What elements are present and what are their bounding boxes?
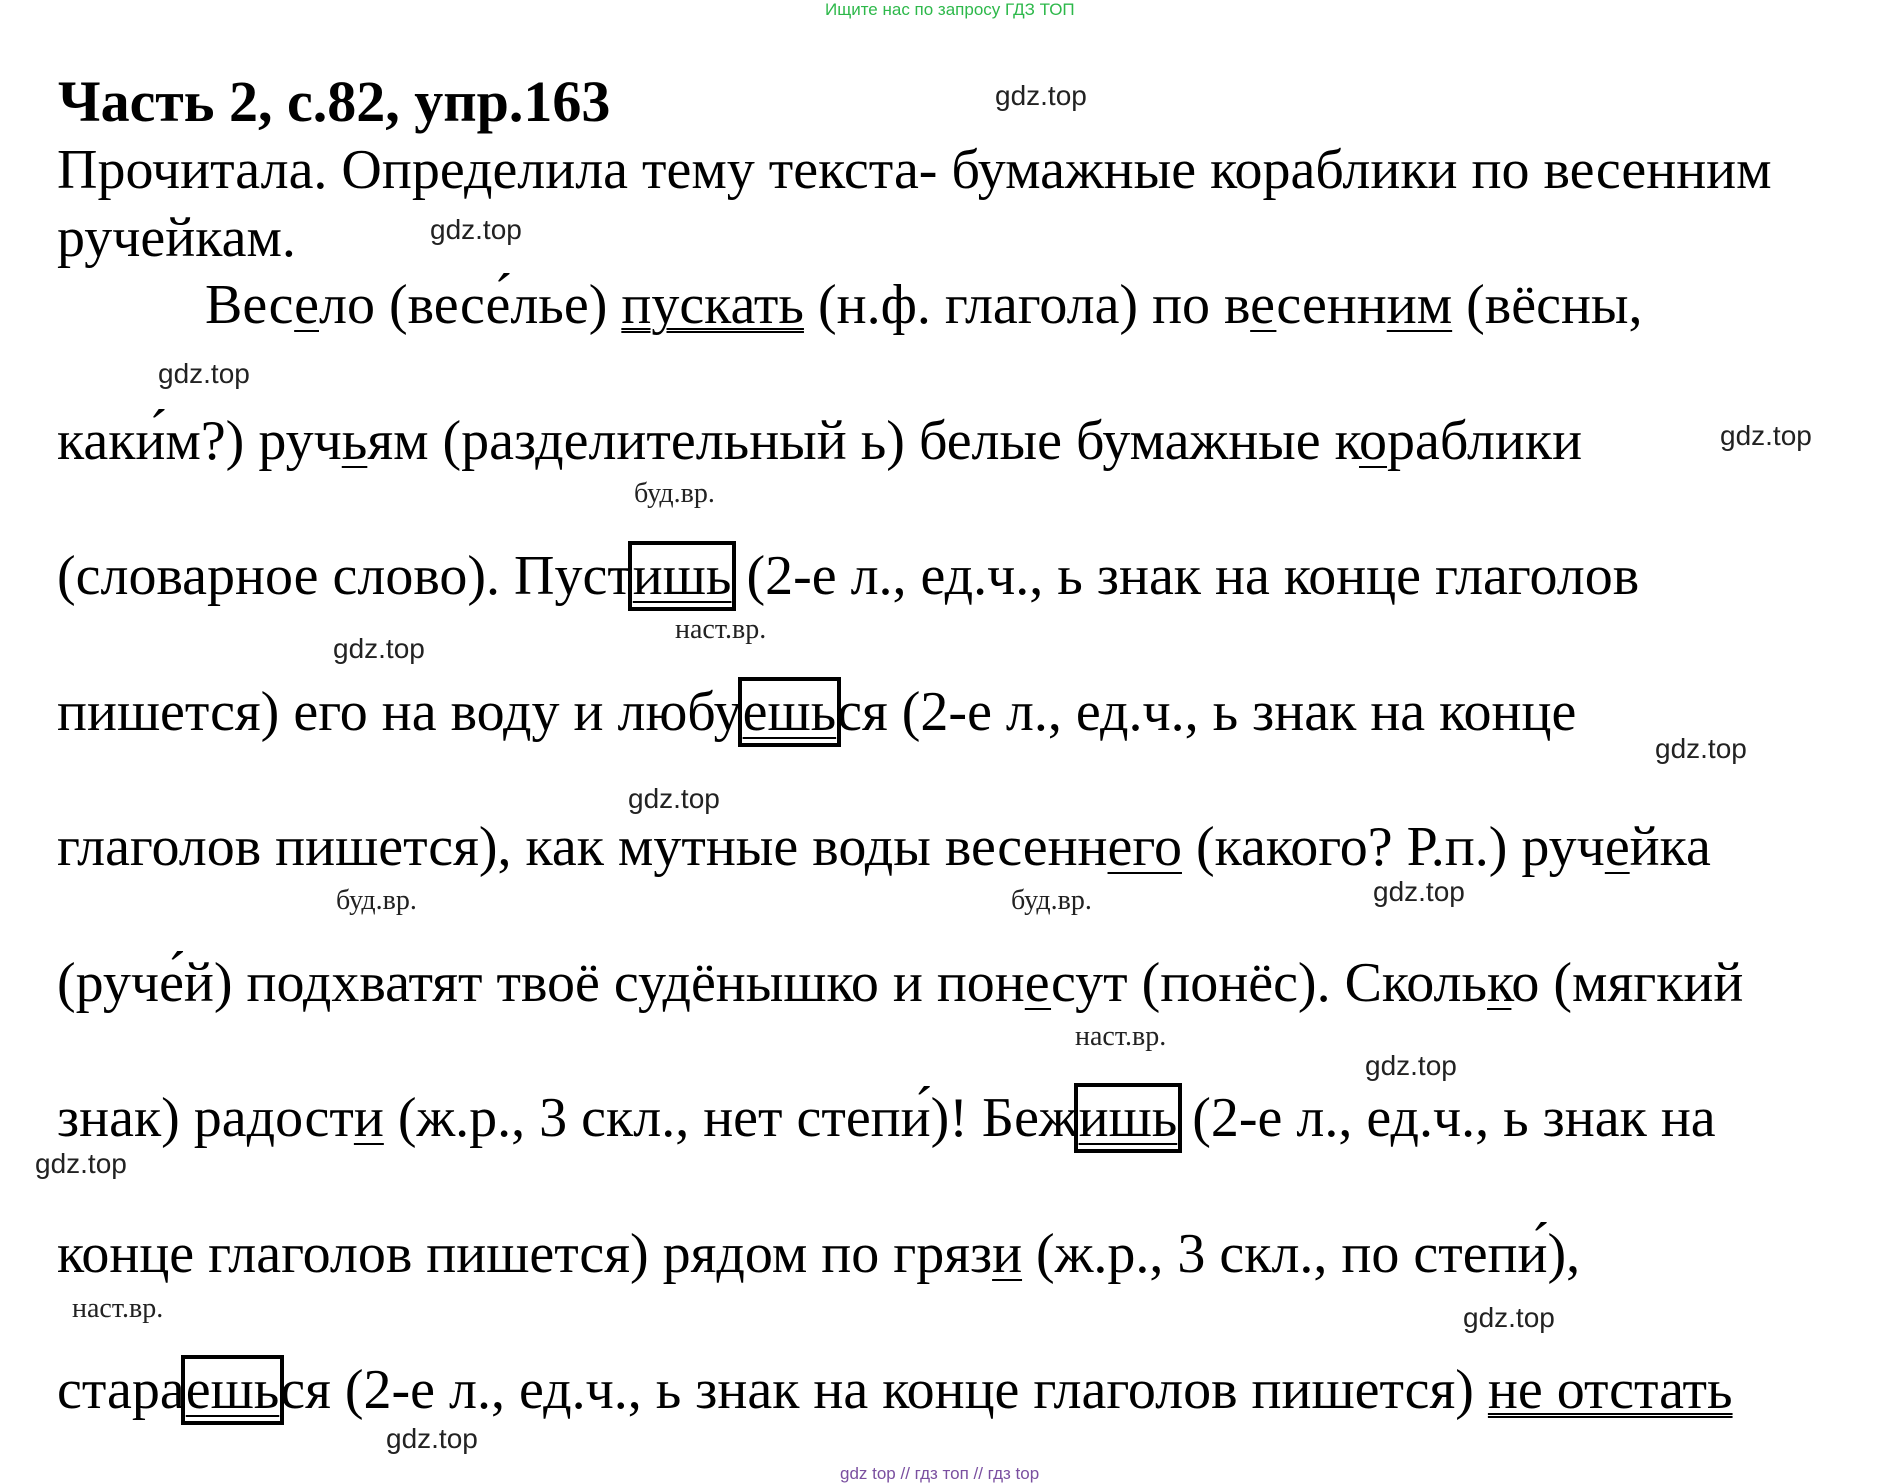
text-line-4: пишется) его на воду и любуешься (2-е л., ед.ч., ь знак на конце — [57, 684, 1576, 740]
ending-box: ешь — [738, 677, 842, 747]
intro-line-1: Прочитала. Определила тему текста- бумажные кораблики по весенним — [57, 139, 1772, 201]
watermark: gdz.top — [628, 783, 720, 814]
footer-links: gdz top // гдз топ // гдз top — [840, 1464, 1040, 1483]
ending-box: ишь — [628, 541, 737, 611]
intro-line-2: ручейкам. — [57, 207, 296, 269]
watermark: gdz.top — [1373, 876, 1465, 907]
watermark: gdz.top — [1463, 1302, 1555, 1333]
verb-infinitive: пускать — [621, 274, 804, 336]
text-line-6: (руче́й) подхватят твоё судёнышко и понесут (понёс). Сколько (мягкий — [57, 952, 1744, 1014]
text-line-2: каки́м?) ручьям (разделительный ь) белые бумажные кораблики — [57, 410, 1583, 472]
watermark: gdz.top — [1365, 1050, 1457, 1081]
tense-note: буд.вр. — [1011, 885, 1092, 916]
watermark: gdz.top — [158, 358, 250, 389]
watermark: gdz.top — [1655, 733, 1747, 764]
text-line-8: конце глаголов пишется) рядом по грязи (ж.р., 3 скл., по степи́), — [57, 1223, 1581, 1285]
watermark: gdz.top — [35, 1148, 127, 1179]
tense-note: наст.вр. — [1075, 1021, 1167, 1052]
ending-box: ешь — [181, 1355, 285, 1425]
text-line-1: Весело (весе́лье) пускать (н.ф. глагола) по весенним (вёсны, — [205, 274, 1643, 336]
watermark: gdz.top — [995, 80, 1087, 111]
watermark: gdz.top — [386, 1423, 478, 1454]
verb-infinitive: не отстать — [1487, 1359, 1733, 1421]
text-line-3: (словарное слово). Пустишь (2-е л., ед.ч., ь знак на конце глаголов — [57, 548, 1639, 604]
text-line-5: глаголов пишется), как мутные воды весеннего (какого? Р.п.) ручейка — [57, 816, 1711, 878]
text-line-9: стараешься (2-е л., ед.ч., ь знак на конце глаголов пишется) не отстать — [57, 1362, 1733, 1418]
search-banner: Ищите нас по запросу ГДЗ ТОП — [825, 0, 1075, 19]
tense-note: буд.вр. — [634, 478, 715, 509]
ending-box: ишь — [1074, 1083, 1183, 1153]
tense-note: наст.вр. — [72, 1293, 164, 1324]
tense-note: наст.вр. — [675, 614, 767, 645]
page-title: Часть 2, с.82, упр.163 — [58, 69, 611, 134]
watermark: gdz.top — [430, 214, 522, 245]
watermark: gdz.top — [333, 633, 425, 664]
tense-note: буд.вр. — [336, 885, 417, 916]
text-line-7: знак) радости (ж.р., 3 скл., нет степи́)! Бежишь (2-е л., ед.ч., ь знак на — [57, 1090, 1716, 1146]
watermark: gdz.top — [1720, 420, 1812, 451]
